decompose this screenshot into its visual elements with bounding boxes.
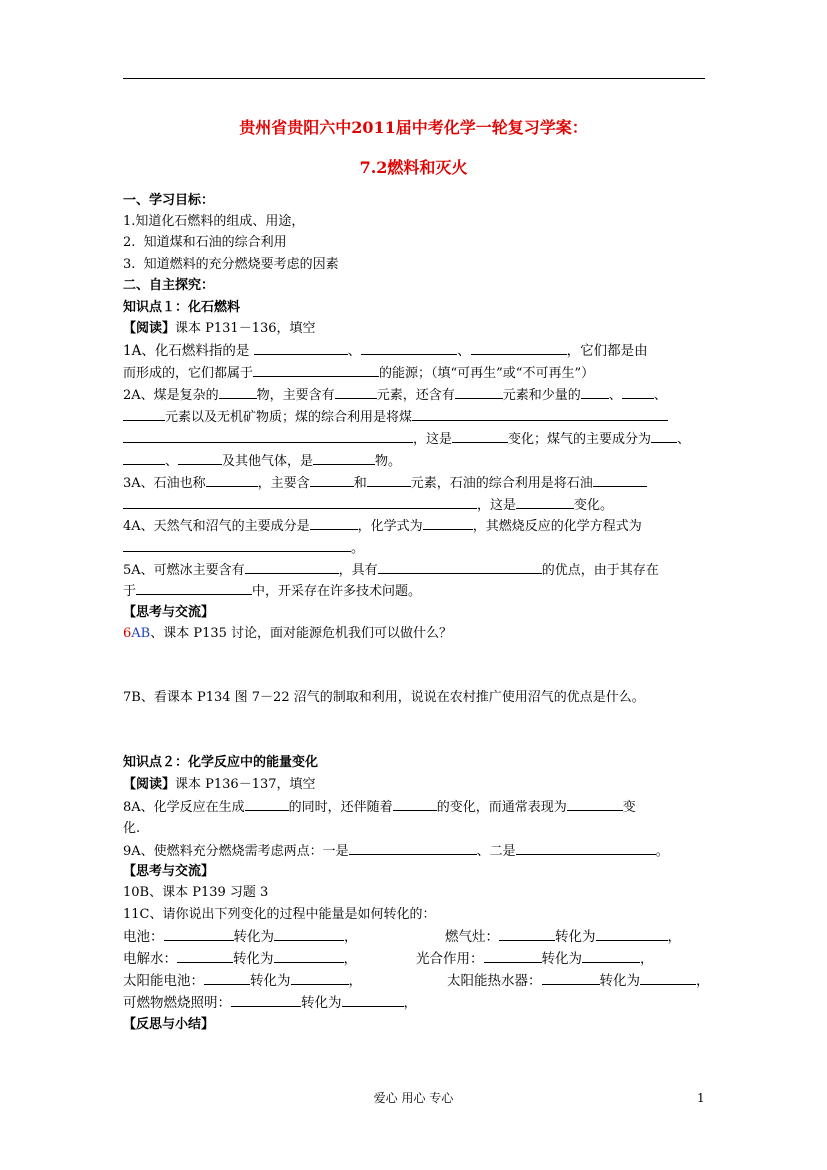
blank[interactable]	[291, 972, 349, 985]
question-8-line-1: 8A、化学反应在生成 的同时，还伴随着 的变化，而通常表现为 变	[123, 800, 636, 815]
document-title: 贵州省贵阳六中2011届中考化学一轮复习学案：	[239, 118, 588, 137]
blank[interactable]	[484, 950, 542, 963]
question-2-line-4: 、 及其他气体，是 物。	[123, 452, 401, 471]
blank[interactable]	[219, 386, 257, 399]
energy-row-4: 可燃物燃烧照明： 转化为 ，	[123, 995, 417, 1011]
blank[interactable]	[640, 972, 696, 985]
blank[interactable]	[254, 342, 348, 355]
page-footer: 爱心 用心 专心	[373, 1091, 454, 1105]
blank[interactable]	[136, 582, 252, 595]
energy-row-2b: 光合作用： 转化为 ，	[416, 951, 654, 967]
question-4-line-1: 4A、天然气和沼气的主要成分是 ，化学式为 ，其燃烧反应的化学方程式为	[123, 519, 642, 534]
blank[interactable]	[499, 928, 555, 941]
think-heading-2: 【思考与交流】	[123, 864, 215, 879]
question-10: 10B、课本 P139 习题 3	[123, 885, 269, 900]
blank[interactable]	[342, 994, 404, 1007]
blank[interactable]	[378, 561, 542, 574]
reflect-heading: 【反思与小结】	[123, 1017, 215, 1032]
blank[interactable]	[123, 430, 413, 443]
energy-row-1b: 燃气灶： 转化为 ，	[445, 929, 681, 945]
question-2-line-3: ，这是 变化；煤气的主要成分为 、	[123, 430, 690, 449]
blank[interactable]	[567, 798, 623, 811]
blank[interactable]	[452, 430, 508, 443]
question-4-line-2: 。	[123, 539, 364, 558]
blank[interactable]	[178, 452, 222, 465]
reading-2: 【阅读】课本 P136－137，填空	[123, 777, 316, 792]
blank[interactable]	[123, 496, 477, 509]
blank[interactable]	[349, 842, 477, 855]
blank[interactable]	[455, 386, 503, 399]
blank[interactable]	[596, 928, 668, 941]
blank[interactable]	[593, 474, 647, 487]
knowledge-point-1: 知识点１：化石燃料	[123, 300, 241, 315]
blank[interactable]	[516, 496, 574, 509]
blank[interactable]	[310, 517, 358, 530]
blank[interactable]	[123, 452, 165, 465]
blank[interactable]	[245, 798, 289, 811]
question-8-line-2: 化.	[123, 821, 141, 836]
blank[interactable]	[313, 452, 375, 465]
question-1-line-1: 1A、化石燃料指的是 、 、 ，它们都是由	[123, 343, 648, 359]
blank[interactable]	[274, 950, 344, 963]
blank[interactable]	[412, 408, 668, 421]
goal-3: 3. 知道燃料的充分燃烧要考虑的因素	[123, 257, 339, 272]
blank[interactable]	[581, 386, 609, 399]
energy-row-3b: 太阳能热水器： 转化为 ，	[447, 973, 710, 989]
blank[interactable]	[310, 474, 354, 487]
question-1-line-2: 而形成的，它们都属于 的能源；（填“可再生”或“不可再生”）	[123, 366, 595, 381]
question-11: 11C、请你说出下列变化的过程中能量是如何转化的：	[123, 907, 436, 922]
question-3-line-1: 3A、石油也称 ，主要含 和 元素，石油的综合利用是将石油	[123, 474, 647, 493]
goal-1: 1.知道化石燃料的组成、用途，	[123, 214, 305, 229]
blank[interactable]	[423, 517, 473, 530]
blank[interactable]	[206, 474, 258, 487]
blank[interactable]	[516, 842, 656, 855]
blank[interactable]	[253, 364, 379, 377]
blank[interactable]	[335, 386, 377, 399]
blank[interactable]	[177, 950, 233, 963]
blank[interactable]	[231, 994, 301, 1007]
read-text: 课本 P131－136，填空	[175, 321, 316, 336]
page-number: 1	[697, 1091, 705, 1105]
blank[interactable]	[123, 539, 351, 552]
blank[interactable]	[542, 972, 600, 985]
header-rule	[123, 78, 705, 79]
blank[interactable]	[367, 474, 411, 487]
question-2-line-2: 元素以及无机矿物质；煤的综合利用是将煤	[123, 408, 668, 427]
section-heading-goals: 一、学习目标：	[123, 193, 215, 208]
think-heading-1: 【思考与交流】	[123, 605, 215, 620]
knowledge-point-2: 知识点２：化学反应中的能量变化	[123, 755, 319, 770]
goal-2: 2. 知道煤和石油的综合利用	[123, 235, 287, 250]
energy-row-1: 电池： 转化为 ，	[123, 929, 358, 945]
energy-row-2: 电解水： 转化为 ，	[123, 951, 357, 967]
blank[interactable]	[622, 386, 654, 399]
blank[interactable]	[582, 950, 640, 963]
blank[interactable]	[651, 430, 677, 443]
section-heading-explore: 二、自主探究：	[123, 278, 215, 293]
blank[interactable]	[393, 798, 437, 811]
read-tag: 【阅读】	[123, 321, 176, 336]
blank[interactable]	[123, 408, 165, 421]
blank[interactable]	[204, 972, 250, 985]
question-6: 6AB、课本 P135 讨论，面对能源危机我们可以做什么？	[123, 626, 453, 641]
question-5-line-2: 于 中，开采存在许多技术问题。	[123, 584, 422, 599]
question-2-line-1: 2A、煤是复杂的 物，主要含有 元素，还含有 元素和少量的 、 、	[123, 388, 667, 403]
blank[interactable]	[245, 561, 339, 574]
question-3-line-2: ，这是 变化。	[123, 496, 613, 515]
reading-1	[123, 320, 316, 338]
blank[interactable]	[274, 928, 344, 941]
blank[interactable]	[164, 928, 234, 941]
blank[interactable]	[471, 342, 567, 355]
energy-row-3: 太阳能电池： 转化为 ，	[123, 973, 362, 989]
question-9: 9A、使燃料充分燃烧需考虑两点：一是 、二是 。	[123, 844, 669, 859]
document-subtitle: 7.2燃料和灭火	[359, 158, 468, 177]
question-7: 7B、看课本 P134 图 7－22 沼气的制取和利用，说说在农村推广使用沼气的优点是什么。	[123, 690, 645, 705]
question-5-line-1: 5A、可燃冰主要含有 ，具有 的优点，由于其存在	[123, 563, 659, 578]
blank[interactable]	[361, 342, 457, 355]
